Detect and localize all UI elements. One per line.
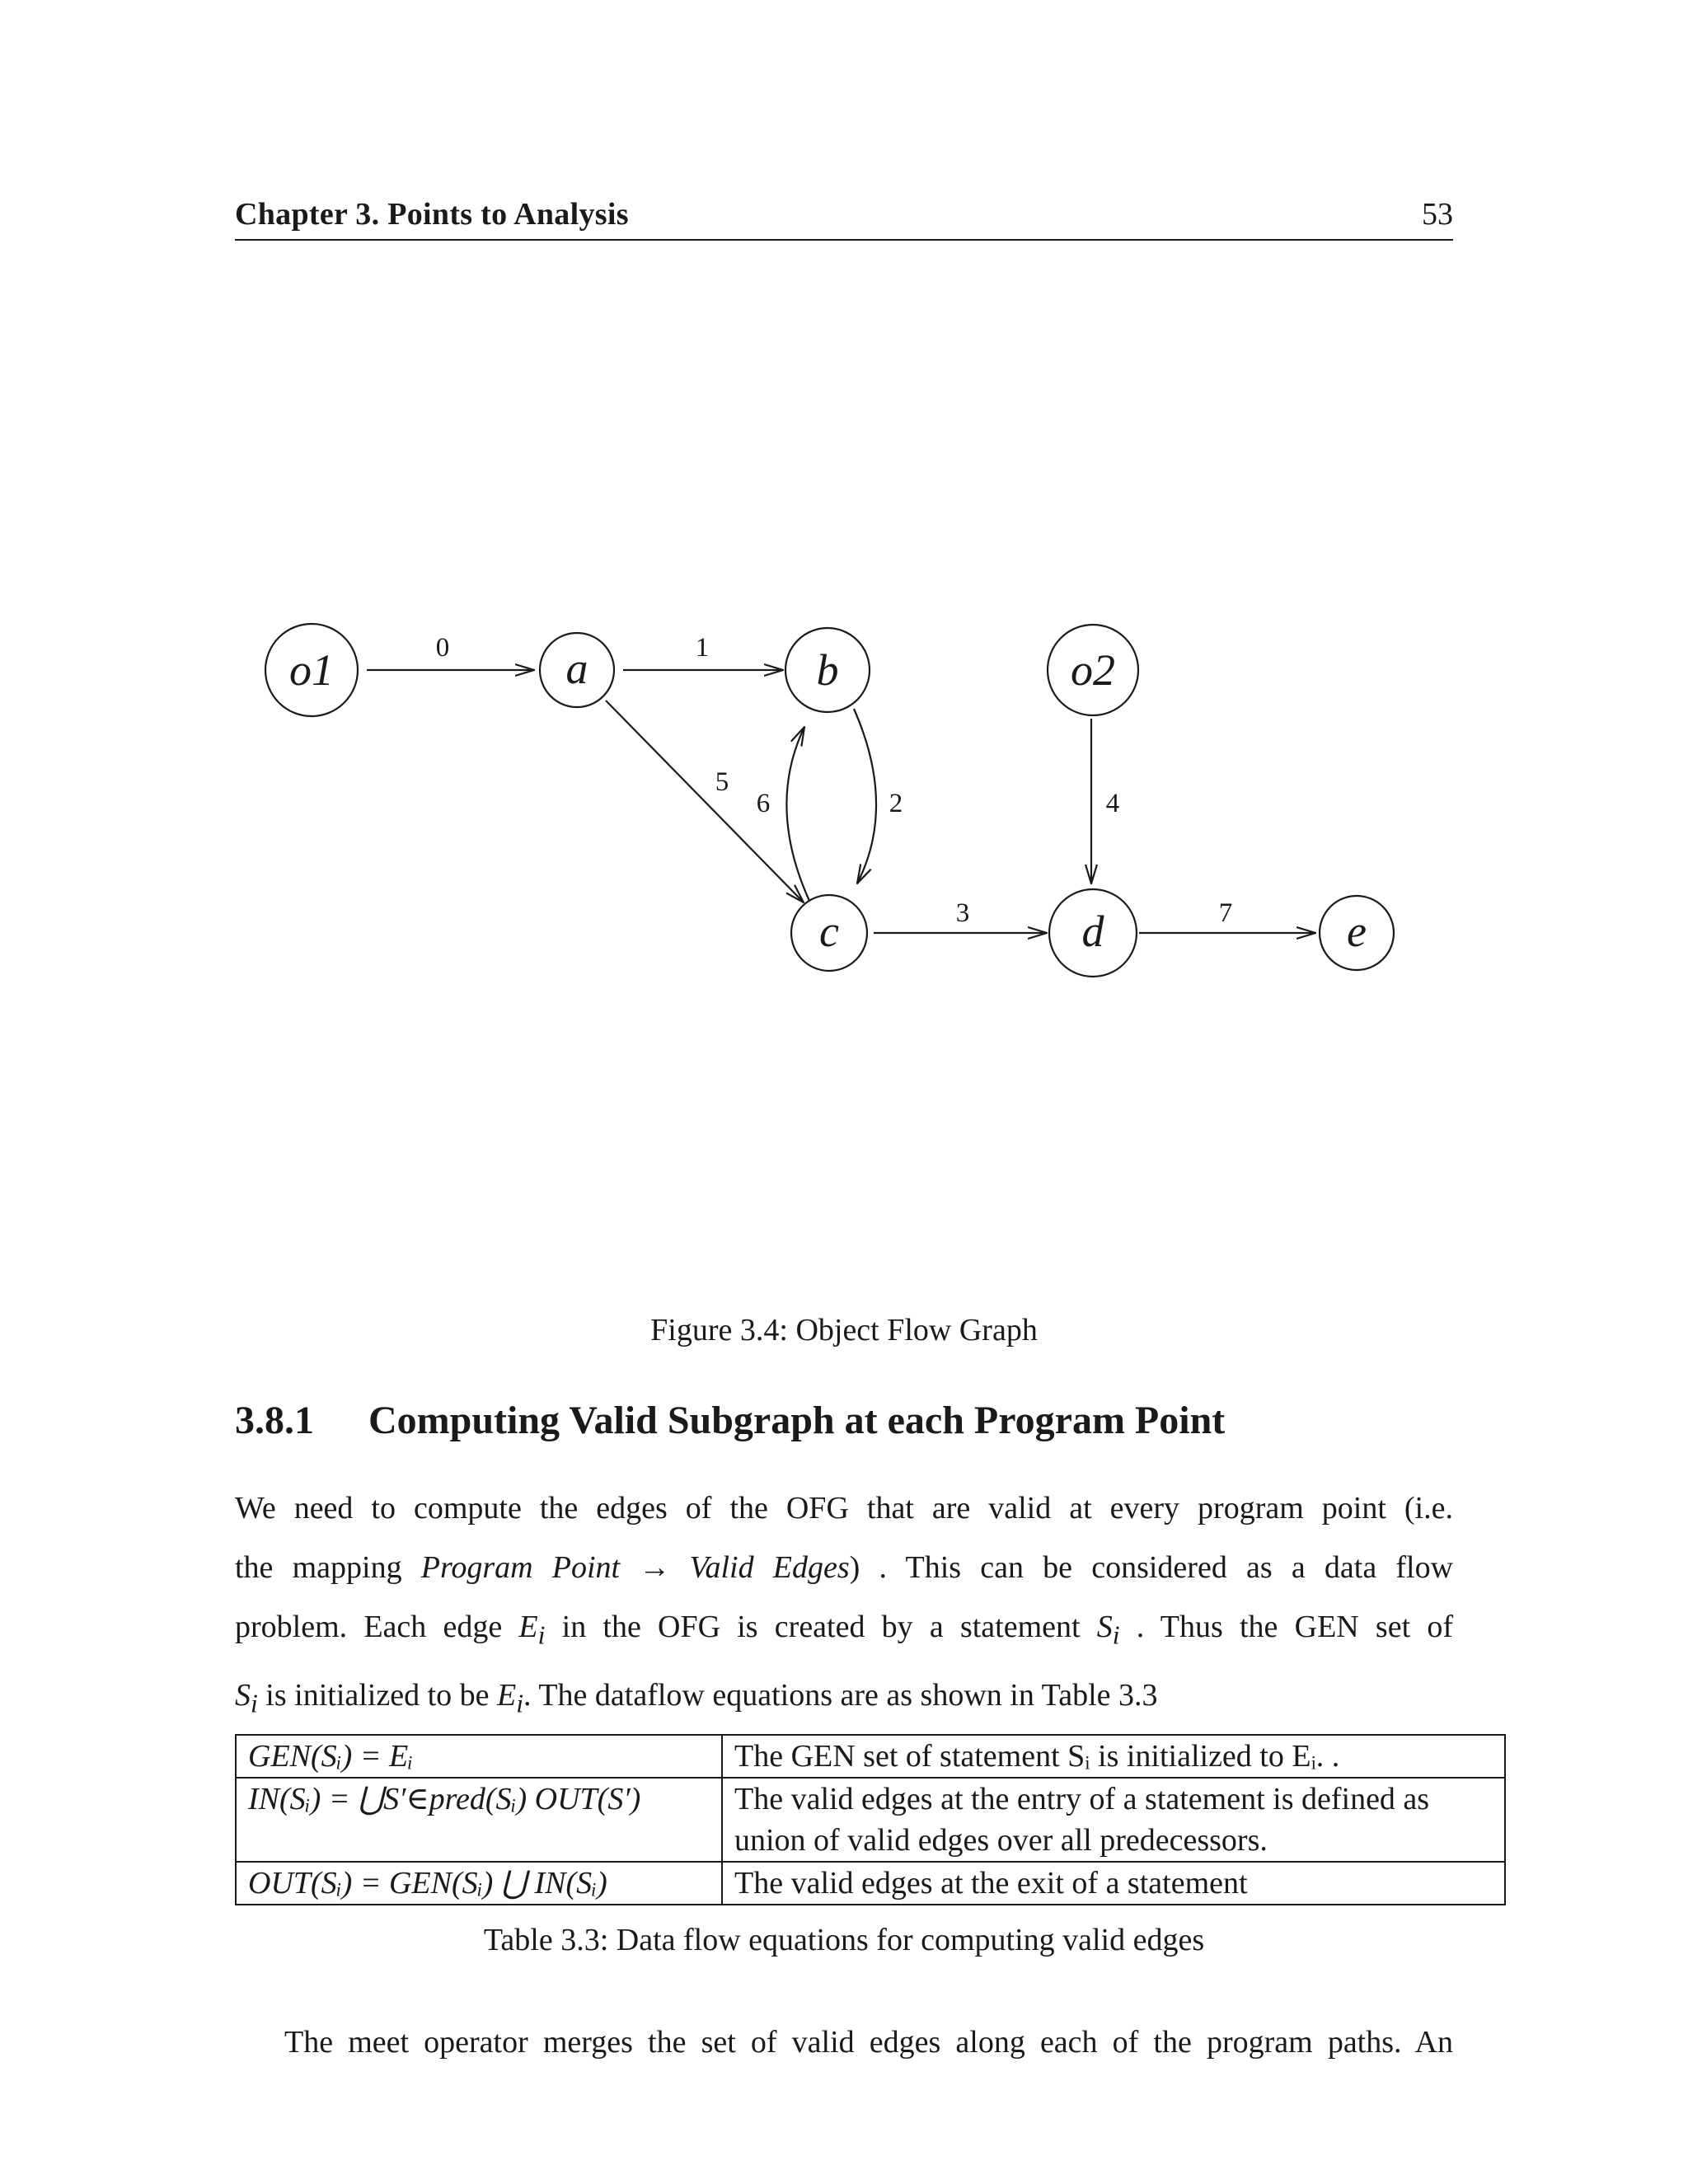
header-rule	[235, 239, 1453, 241]
dataflow-equations-table	[235, 1734, 1506, 1905]
edge-c-b	[786, 727, 809, 901]
table-row	[236, 1862, 1505, 1905]
chapter-title: Chapter 3. Points to Analysis	[235, 197, 629, 232]
paragraph-line-1: We need to compute the edges of the OFG that are valid at every program point (i.e.	[235, 1491, 1453, 1526]
math-subscript: i	[516, 1689, 524, 1718]
text-run: problem. Each edge	[235, 1610, 519, 1644]
text-run: is initialized to be	[257, 1677, 498, 1713]
edge-label-1: 1	[695, 633, 710, 663]
node-label-b: b	[816, 645, 839, 695]
edge-label-2: 2	[889, 789, 903, 818]
equation-cell: IN(Sᵢ) = ⋃S′∈pred(Sᵢ) OUT(S′)	[236, 1778, 722, 1862]
edge-label-5: 5	[715, 767, 729, 797]
text-run: ) . This can be considered as a data flow	[849, 1550, 1454, 1585]
paragraph-line-2	[235, 1538, 1453, 1597]
equation-cell: OUT(Sᵢ) = GEN(Sᵢ) ⋃ IN(Sᵢ)	[236, 1862, 722, 1905]
node-label-e: e	[1347, 907, 1367, 956]
description-cell: The valid edges at the exit of a statement	[722, 1862, 1505, 1905]
math-valid-edges: Valid Edges	[689, 1550, 850, 1585]
math-s: S	[235, 1677, 251, 1713]
paragraph-line-4	[235, 1666, 1453, 1734]
math-subscript: i	[1112, 1620, 1120, 1650]
edge-b-c	[854, 709, 876, 883]
table-row	[236, 1735, 1505, 1778]
arrow-symbol: →	[620, 1550, 690, 1585]
section-heading	[235, 1398, 1225, 1443]
page-number: 53	[1422, 197, 1453, 232]
node-label-o2: o2	[1071, 645, 1115, 695]
description-cell: The valid edges at the entry of a statement is defined as union of valid edges over all predecessors.	[722, 1778, 1505, 1862]
edge-label-7: 7	[1218, 898, 1233, 928]
node-label-d: d	[1081, 907, 1104, 956]
math-s: S	[1096, 1610, 1113, 1644]
table-caption: Table 3.3: Data flow equations for computing valid edges	[483, 1923, 1205, 1957]
math-subscript: i	[537, 1620, 546, 1650]
figure-caption: Figure 3.4: Object Flow Graph	[650, 1313, 1038, 1347]
edge-label-4: 4	[1105, 789, 1120, 818]
description-cell: The GEN set of statement Sᵢ is initialized to Eᵢ. .	[722, 1735, 1505, 1778]
edge-label-0: 0	[435, 633, 450, 663]
section-number: 3.8.1	[235, 1399, 314, 1442]
math-e: E	[518, 1610, 538, 1644]
math-e: E	[497, 1677, 517, 1713]
math-program-point: Program Point	[420, 1550, 621, 1585]
node-label-o1: o1	[289, 645, 334, 695]
text-run: . The dataflow equations are as shown in Table 3.3	[523, 1677, 1158, 1713]
equation-cell: GEN(Sᵢ) = Eᵢ	[236, 1735, 722, 1778]
object-flow-graph	[0, 577, 1688, 1005]
running-head	[235, 196, 1453, 232]
text-run: the mapping	[235, 1550, 421, 1585]
text-run: in the OFG is created by a statement	[545, 1610, 1097, 1644]
text-run: . Thus the GEN set of	[1119, 1610, 1453, 1644]
continuation-paragraph: The meet operator merges the set of valid edges along each of the program paths. An	[284, 2025, 1453, 2060]
section-title: Computing Valid Subgraph at each Program Point	[368, 1399, 1226, 1442]
table-row	[236, 1778, 1505, 1862]
edge-a-c	[606, 701, 804, 902]
body-paragraph	[235, 1479, 1453, 1733]
edge-label-3: 3	[955, 898, 970, 928]
node-label-a: a	[565, 644, 588, 693]
math-subscript: i	[251, 1689, 258, 1718]
paragraph-line-3	[235, 1597, 1453, 1666]
edge-label-6: 6	[756, 789, 771, 818]
node-label-c: c	[819, 907, 839, 956]
